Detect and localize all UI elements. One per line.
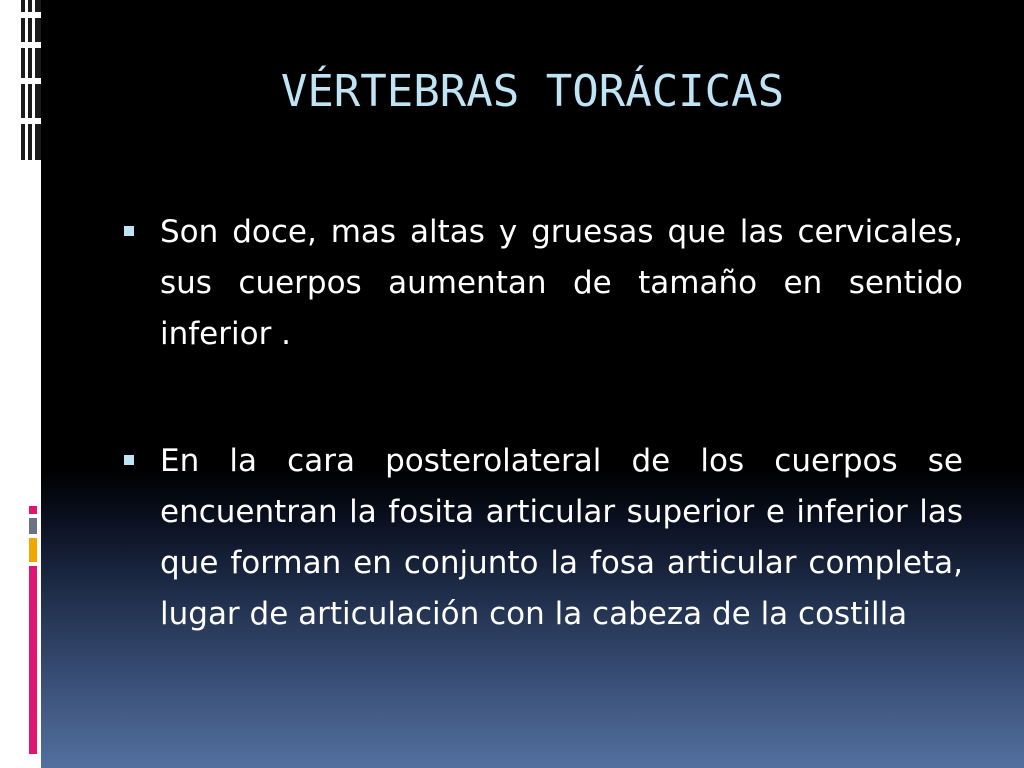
- square-bullet-icon: [124, 455, 134, 465]
- square-bullet-icon: [124, 226, 134, 236]
- accent-bar-orange: [29, 538, 37, 562]
- accent-bar-gray: [29, 518, 37, 534]
- grid-decoration-icon: [18, 0, 41, 160]
- bullet-text: Son doce, mas altas y gruesas que las cervicales, sus cuerpos aumentan de tamaño en sentido inferior .: [160, 214, 963, 352]
- slide-title: VÉRTEBRAS TORÁCICAS: [280, 66, 785, 117]
- bullet-item: [118, 436, 963, 640]
- bullet-text: En la cara posterolateral de los cuerpos se encuentran la fosita articular superior e inferior las que forman en conjunto la fosa articular completa, lugar de articulación con la cabeza de la costilla: [160, 443, 963, 632]
- accent-bar-pink-long: [29, 566, 37, 754]
- bullet-list: [118, 207, 963, 640]
- bullet-item: [118, 207, 963, 360]
- accent-bar-pink-small: [29, 506, 37, 514]
